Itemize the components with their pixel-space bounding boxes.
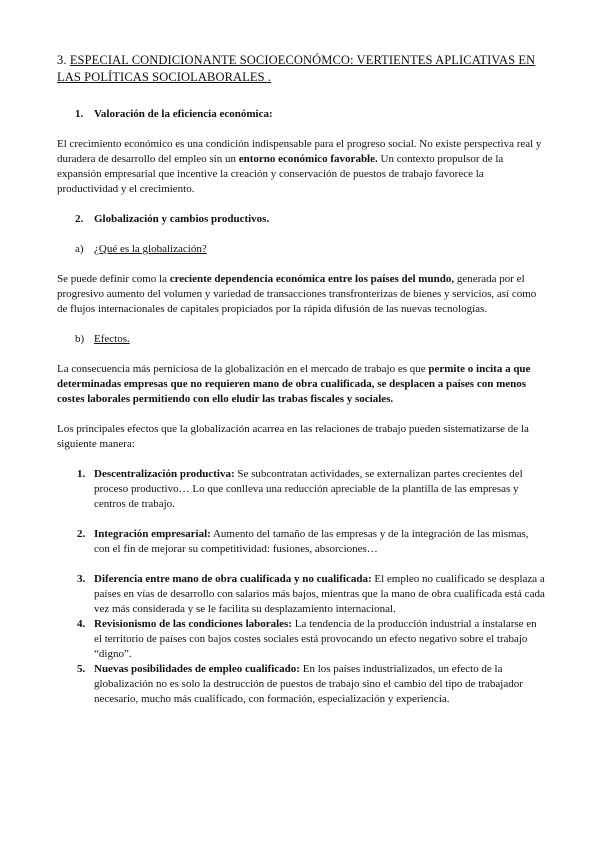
heading-2-label: Globalización y cambios productivos. — [94, 213, 270, 225]
document-title-text: ESPECIAL CONDICIONANTE SOCIOECONÓMCO: VERTIENTES APLICATIVAS EN LAS POLÍTICAS SOCIOLABORALES . — [57, 53, 536, 84]
subheading-b-marker: b) — [75, 333, 85, 345]
list-item-nuevas-posibilidades — [57, 662, 546, 707]
list-item-3-text: El empleo no cualificado se desplaza a países en vías de desarrollo con salarios más bajos, mientras que la mano de obra cualificada está cada vez más considerada y se le facilita su desplazamiento internacional. — [94, 573, 545, 615]
heading-2-marker: 2. — [75, 213, 84, 225]
paragraph-consequence — [57, 362, 546, 407]
list-item-3-body — [94, 572, 546, 617]
subheading-a-label: ¿Qué es la globalización? — [94, 243, 207, 255]
document-title-number: 3. — [57, 53, 67, 67]
heading-valoracion-eficiencia — [57, 107, 546, 122]
paragraph-efficiency-run: Un contexto propulsor de la expansión empresarial que incentive la creación y conservación de puestos de trabajo favorece la productividad y el crecimiento. — [57, 153, 504, 195]
paragraph-efficiency — [57, 137, 546, 197]
list-item-5-lead: Nuevas posibilidades de empleo cualificado: — [94, 663, 300, 675]
paragraph-efficiency-run: El crecimiento económico es una condición indispensable para el progreso social. No existe perspectiva real y duradera de desarrollo del empleo sin un — [57, 138, 542, 165]
list-item-4-marker: 4. — [77, 618, 86, 630]
list-item-revisionismo — [57, 617, 546, 662]
list-item-4-body — [94, 617, 546, 662]
paragraph-globalization-run: generada por el progresivo aumento del volumen y variedad de transacciones transfronterizas de bienes y servicios, así como de flujos internacionales de capitales propiciados por la rápida difusión de las nuevas tecnologías. — [57, 273, 537, 315]
document-title — [57, 52, 546, 86]
paragraph-globalization-definition — [57, 272, 546, 317]
list-item-descentralizacion — [57, 467, 546, 512]
list-item-1-marker: 1. — [77, 468, 86, 480]
list-item-4-lead: Revisionismo de las condiciones laborales: — [94, 618, 293, 630]
list-item-integracion — [57, 527, 546, 557]
list-item-1-lead: Descentralización productiva: — [94, 468, 235, 480]
subheading-efectos — [57, 332, 546, 347]
effects-list — [57, 467, 546, 707]
list-item-2-body — [94, 527, 546, 557]
subheading-a-marker: a) — [75, 243, 84, 255]
paragraph-efficiency-bold-run: entorno económico favorable. — [238, 153, 378, 165]
list-item-2-lead: Integración empresarial: — [94, 528, 211, 540]
heading-1-label: Valoración de la eficiencia económica: — [94, 108, 273, 120]
list-item-3-marker: 3. — [77, 573, 86, 585]
list-item-5-text: En los países industrializados, un efecto de la globalización no es solo la destrucción de puestos de trabajo sino el cambio del tipo de trabajador necesario, mucho más cualificado, con formación, especialización y experiencia. — [94, 663, 523, 705]
list-item-1-text: Se subcontratan actividades, se externalizan partes crecientes del proceso productivo… Lo que conlleva una reducción apreciable de la plantilla de las empresas y centros de trabajo. — [94, 468, 523, 510]
paragraph-globalization-run: Se puede definir como la — [57, 273, 170, 285]
list-item-1-body — [94, 467, 546, 512]
list-item-5-marker: 5. — [77, 663, 86, 675]
subheading-b-label: Efectos. — [94, 333, 130, 345]
paragraph-effects-intro — [57, 422, 546, 452]
subheading-que-es-globalizacion — [57, 242, 546, 257]
list-item-diferencia-mano-obra — [57, 572, 546, 617]
list-item-2-text: Aumento del tamaño de las empresas y de la integración de las mismas, con el fin de mejorar su competitividad: fusiones, absorciones… — [94, 528, 529, 555]
list-item-5-body — [94, 662, 546, 707]
paragraph-globalization-bold-run: creciente dependencia económica entre los países del mundo, — [169, 273, 455, 285]
paragraph-consequence-run: La consecuencia más perniciosa de la globalización en el mercado de trabajo es que — [57, 363, 429, 375]
list-item-2-marker: 2. — [77, 528, 86, 540]
heading-globalizacion — [57, 212, 546, 227]
list-item-4-text: La tendencia de la producción industrial a instalarse en el territorio de países con bajos costes sociales está provocando un efecto negativo sobre el trabajo “digno”. — [94, 618, 537, 660]
paragraph-consequence-bold-run: permite o incita a que determinadas empresas que no requieren mano de obra cualificada, se desplacen a países con menos costes laborales permitiendo con ello eludir las trabas fiscales y sociales. — [57, 363, 531, 405]
list-item-3-lead: Diferencia entre mano de obra cualificada y no cualificada: — [94, 573, 372, 585]
paragraph-effects-intro-run: Los principales efectos que la globalización acarrea en las relaciones de trabajo pueden sistematizarse de la siguiente manera: — [57, 423, 529, 450]
heading-1-marker: 1. — [75, 108, 84, 120]
